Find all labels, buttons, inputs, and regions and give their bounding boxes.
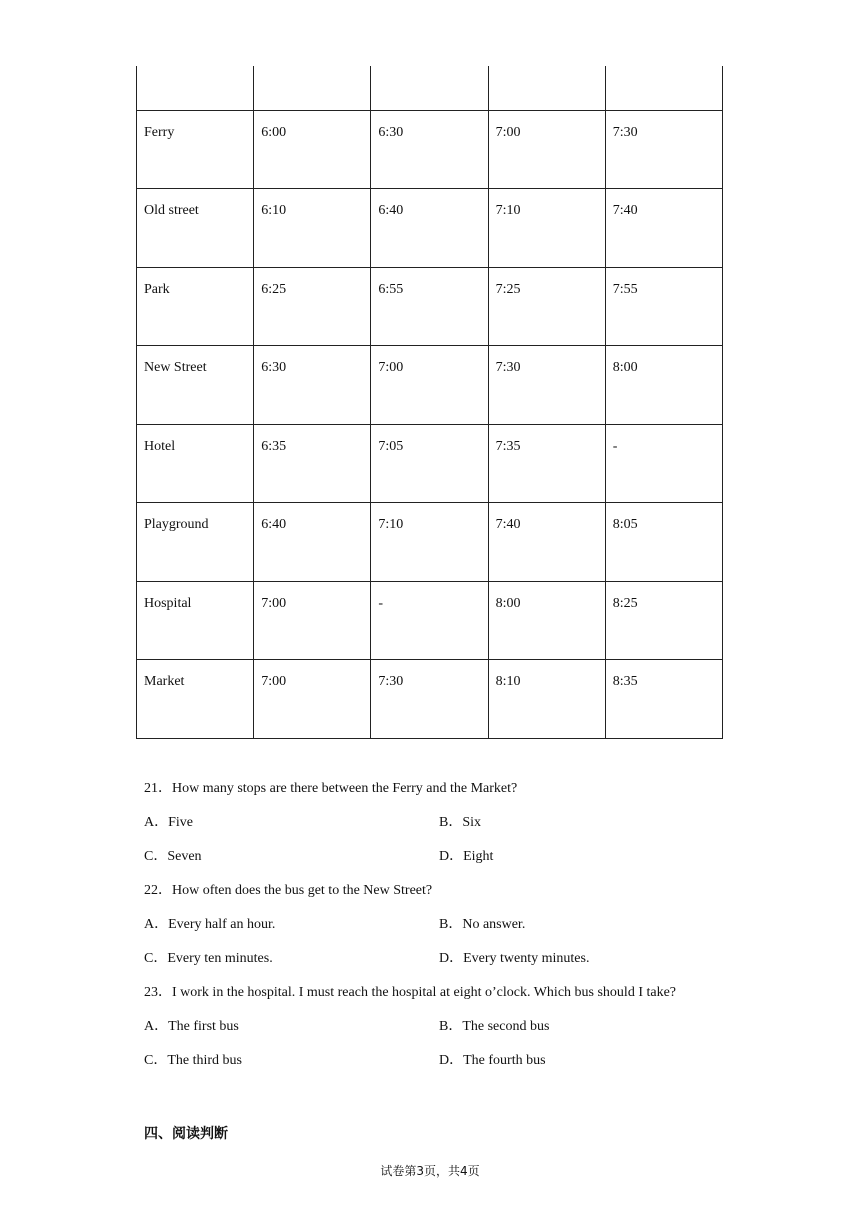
option-row [144,950,734,984]
answer-option: D．The fourth bus [439,1053,546,1068]
question-list [144,780,734,1086]
time-cell: 6:30 [371,110,488,189]
time-cell: 8:10 [488,660,605,739]
time-cell: 8:35 [605,660,722,739]
table-cell [137,66,254,110]
time-cell: 7:00 [488,110,605,189]
time-cell: 8:00 [605,346,722,425]
table-row [137,346,723,425]
time-cell: 8:00 [488,581,605,660]
time-cell: 6:35 [254,424,371,503]
time-cell: 6:30 [254,346,371,425]
time-cell: 6:40 [371,189,488,268]
stop-name-cell: Park [137,267,254,346]
time-cell: 7:00 [371,346,488,425]
time-cell: 6:55 [371,267,488,346]
table-row [137,267,723,346]
time-cell: 6:00 [254,110,371,189]
stop-name-cell: New Street [137,346,254,425]
question-text: 22．How often does the bus get to the New Street? [144,883,433,898]
question-text: 23．I work in the hospital. I must reach the hospital at eight o’clock. Which bus should I take? [144,985,677,1000]
time-cell: 7:30 [605,110,722,189]
question-text: 21．How many stops are there between the Ferry and the Market? [144,781,518,796]
bus-timetable [136,66,723,739]
table-row [137,581,723,660]
time-cell: 7:55 [605,267,722,346]
answer-option: C．The third bus [144,1053,242,1068]
option-row [144,916,734,950]
stop-name-cell: Hospital [137,581,254,660]
table-row [137,110,723,189]
option-row [144,848,734,882]
time-cell: 6:40 [254,503,371,582]
time-cell: 8:05 [605,503,722,582]
answer-option: D．Every twenty minutes. [439,951,590,966]
time-cell: 6:10 [254,189,371,268]
option-row [144,814,734,848]
table-cell [254,66,371,110]
table-row [137,189,723,268]
stop-name-cell: Hotel [137,424,254,503]
time-cell: 7:10 [488,189,605,268]
option-row [144,1052,734,1086]
answer-option: B．The second bus [439,1019,550,1034]
time-cell: 7:10 [371,503,488,582]
answer-option: C．Seven [144,849,202,864]
time-cell: 7:25 [488,267,605,346]
time-cell: 8:25 [605,581,722,660]
table-row [137,503,723,582]
table-cell [488,66,605,110]
answer-option: B．No answer. [439,917,526,932]
stop-name-cell: Playground [137,503,254,582]
time-cell: 7:00 [254,581,371,660]
timetable-body [137,66,723,738]
time-cell: - [371,581,488,660]
page-footer: 试卷第3页，共4页 [380,1164,480,1178]
table-cell [605,66,722,110]
stop-name-cell: Ferry [137,110,254,189]
time-cell: 7:05 [371,424,488,503]
time-cell: 7:30 [371,660,488,739]
stop-name-cell: Old street [137,189,254,268]
table-row [137,424,723,503]
answer-option: D．Eight [439,849,494,864]
time-cell: 7:00 [254,660,371,739]
time-cell: 7:35 [488,424,605,503]
answer-option: C．Every ten minutes. [144,951,273,966]
time-cell: 7:30 [488,346,605,425]
time-cell: 7:40 [488,503,605,582]
answer-option: A．The first bus [144,1019,239,1034]
time-cell: 6:25 [254,267,371,346]
table-cell [371,66,488,110]
table-row [137,660,723,739]
answer-option: A．Five [144,815,193,830]
time-cell: - [605,424,722,503]
answer-option: A．Every half an hour. [144,917,276,932]
answer-option: B．Six [439,815,482,830]
section-heading: 四、阅读判断 [144,1126,228,1142]
stop-name-cell: Market [137,660,254,739]
option-row [144,1018,734,1052]
time-cell: 7:40 [605,189,722,268]
timetable-continued-row [137,66,723,110]
